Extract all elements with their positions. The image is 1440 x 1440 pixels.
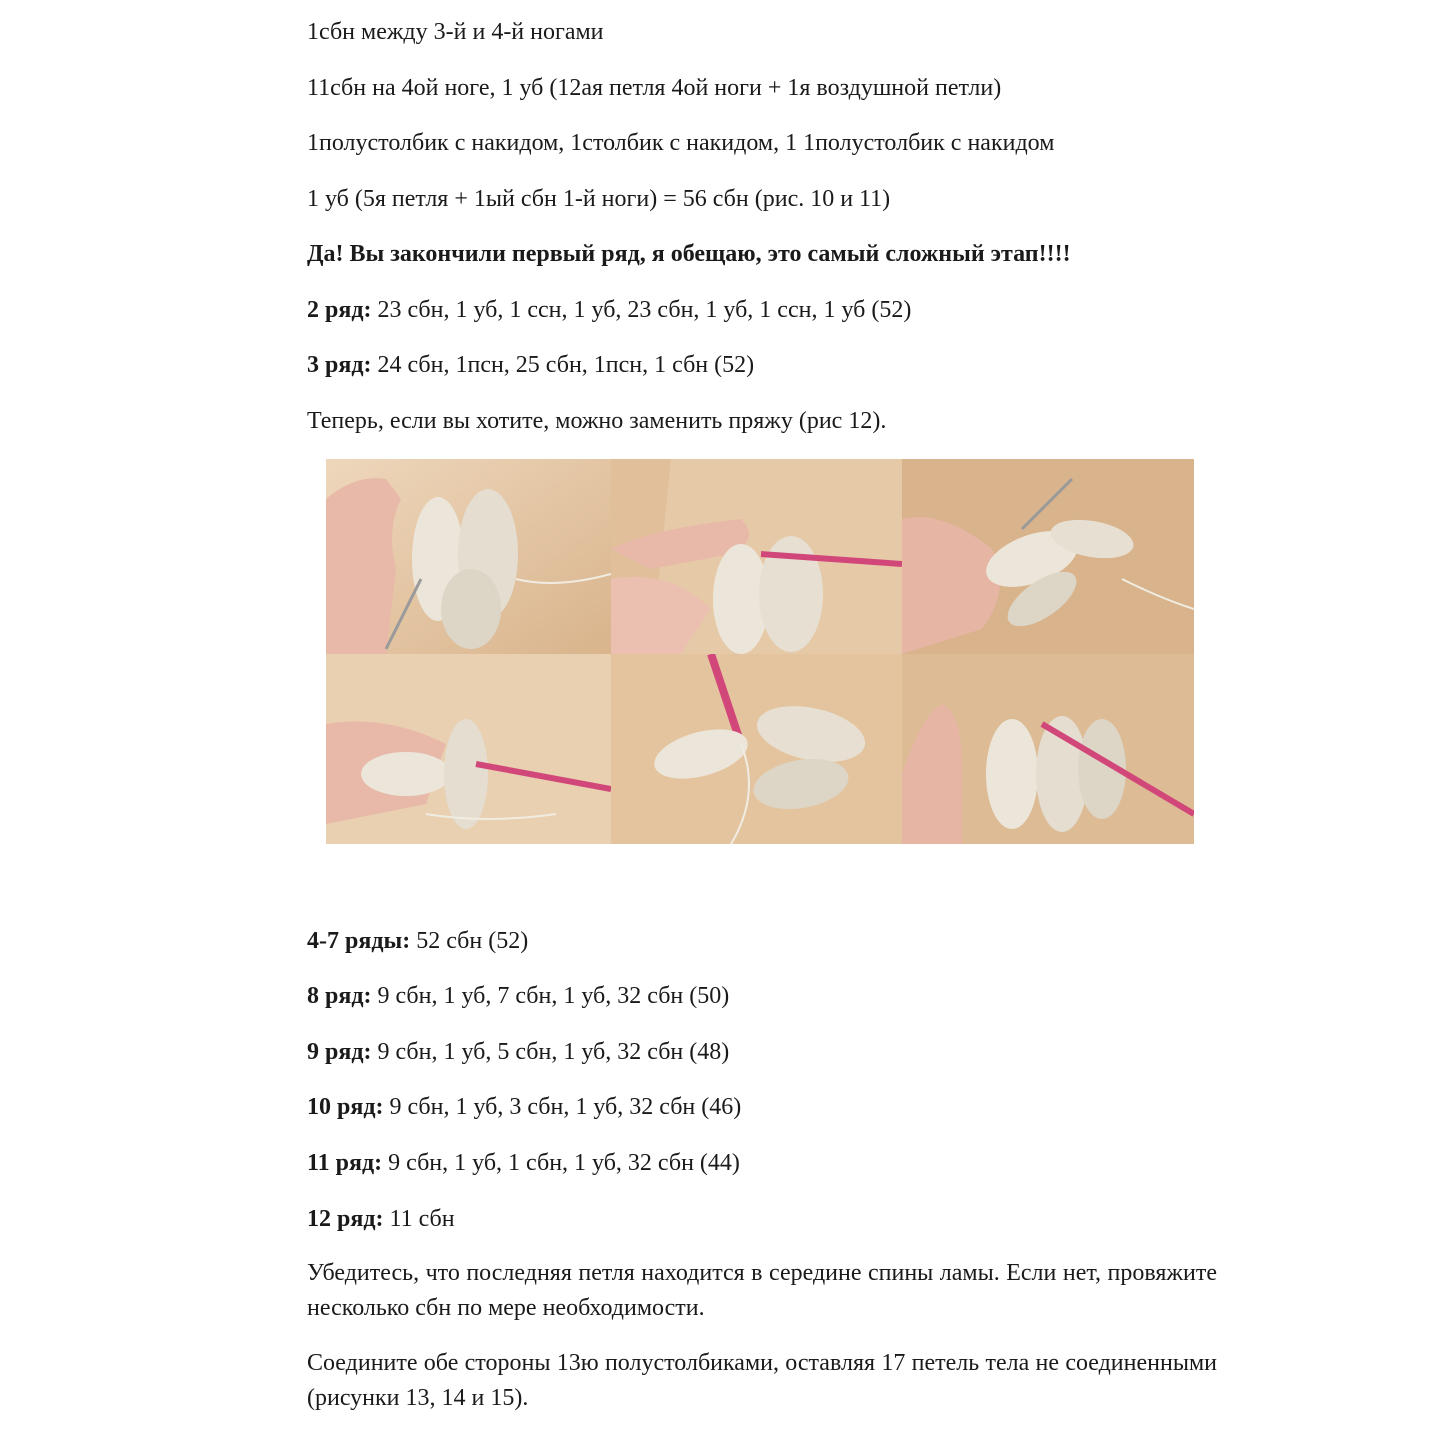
text-line-4: 1 уб (5я петля + 1ый сбн 1-й ноги) = 56 сбн (рис. 10 и 11)	[307, 186, 891, 212]
photo-legs-in-hand-6	[902, 654, 1194, 844]
row-10-instruction	[307, 1093, 741, 1121]
rows-4-7-text: 52 сбн (52)	[410, 928, 529, 954]
text-line-3: 1полустолбик с накидом, 1столбик с накидом, 1 1полустолбик с накидом	[307, 130, 1055, 156]
row-11-text: 9 сбн, 1 уб, 1 сбн, 1 уб, 32 сбн (44)	[382, 1150, 740, 1176]
paragraph-join-sides: Соедините обе стороны 13ю полустолбиками, оставляя 17 петель тела не соединенными (рисунки 13, 14 и 15).	[307, 1350, 1217, 1411]
photo-joining-legs-4	[326, 654, 611, 844]
photo-legs-spread-5	[611, 654, 902, 844]
rows-4-7-label: 4-7 ряды:	[307, 928, 411, 954]
row-2-instruction	[307, 296, 911, 324]
row-2-text: 23 сбн, 1 уб, 1 ссн, 1 уб, 23 сбн, 1 уб, 1 ссн, 1 уб (52)	[371, 297, 912, 323]
row-12-instruction	[307, 1205, 455, 1233]
text-line-bold-congrats: Да! Вы закончили первый ряд, я обещаю, это самый сложный этап!!!!	[307, 241, 1071, 267]
row-8-text: 9 сбн, 1 уб, 7 сбн, 1 уб, 32 сбн (50)	[371, 983, 730, 1009]
row-9-text: 9 сбн, 1 уб, 5 сбн, 1 уб, 32 сбн (48)	[371, 1039, 730, 1065]
row-2-label: 2 ряд:	[307, 297, 372, 323]
row-11-label: 11 ряд:	[307, 1150, 383, 1176]
row-12-label: 12 ряд:	[307, 1206, 384, 1232]
text-line-1: 1сбн между 3-й и 4-й ногами	[307, 19, 604, 45]
row-11-instruction	[307, 1149, 740, 1177]
photo-holding-legs-1	[326, 459, 611, 654]
text-line-2: 11сбн на 4ой ноге, 1 уб (12ая петля 4ой ноги + 1я воздушной петли)	[307, 75, 1002, 101]
row-9-label: 9 ряд:	[307, 1039, 372, 1065]
row-8-label: 8 ряд:	[307, 983, 372, 1009]
rows-4-7-instruction	[307, 927, 528, 955]
row-3-instruction	[307, 351, 754, 379]
text-line-change-yarn: Теперь, если вы хотите, можно заменить пряжу (рис 12).	[307, 408, 887, 434]
photo-legs-with-hook-2	[611, 459, 902, 654]
row-12-text: 11 сбн	[383, 1206, 455, 1232]
photo-legs-in-hand-3	[902, 459, 1194, 654]
photo-collage	[326, 459, 1194, 844]
row-10-label: 10 ряд:	[307, 1094, 384, 1120]
row-3-text: 24 сбн, 1псн, 25 сбн, 1псн, 1 сбн (52)	[371, 352, 755, 378]
paragraph-check-loop: Убедитесь, что последняя петля находится в середине спины ламы. Если нет, провяжите несколько сбн по мере необходимости.	[307, 1260, 1217, 1321]
row-9-instruction	[307, 1038, 729, 1066]
row-10-text: 9 сбн, 1 уб, 3 сбн, 1 уб, 32 сбн (46)	[383, 1094, 742, 1120]
row-8-instruction	[307, 982, 729, 1010]
row-3-label: 3 ряд:	[307, 352, 372, 378]
